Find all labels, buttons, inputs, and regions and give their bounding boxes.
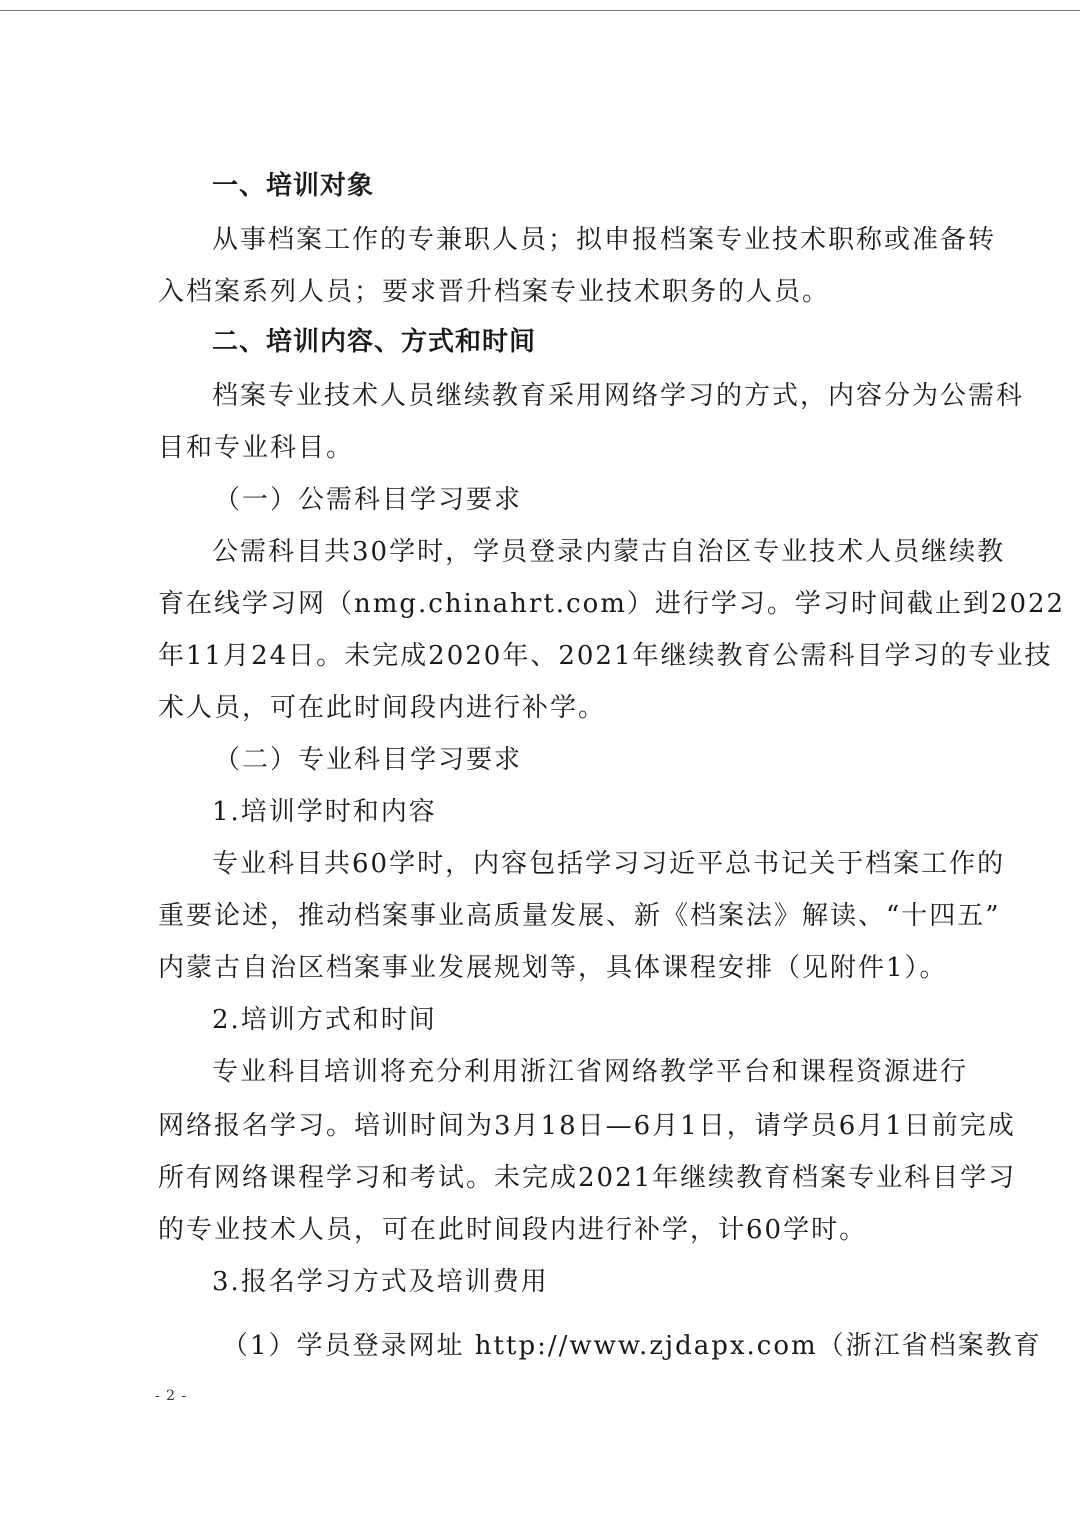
subheading-1: （一）公需科目学习要求 [214,485,523,515]
paragraph-line: 重要论述，推动档案事业高质量发展、新《档案法》解读、“十四五” [158,901,1001,931]
numbered-item-1: 1.培训学时和内容 [212,797,437,827]
paragraph-line: 的专业技术人员，可在此时间段内进行补学，计60学时。 [158,1215,868,1245]
numbered-item-2: 2.培训方式和时间 [212,1005,437,1035]
paragraph-line: 所有网络课程学习和考试。未完成2021年继续教育档案专业科目学习 [158,1163,1017,1193]
paragraph-line: 专业科目共60学时，内容包括学习习近平总书记关于档案工作的 [212,849,1006,879]
paragraph-line: 育在线学习网（nmg.chinahrt.com）进行学习。学习时间截止到2022 [158,589,1066,619]
paragraph-line: 入档案系列人员；要求晋升档案专业技术职务的人员。 [158,277,831,307]
page-number: - 2 - [155,1388,188,1404]
paragraph-line: 专业科目培训将充分利用浙江省网络教学平台和课程资源进行 [212,1057,969,1087]
subheading-2: （二）专业科目学习要求 [214,745,523,775]
paragraph-line: 公需科目共30学时，学员登录内蒙古自治区专业技术人员继续教 [212,537,1006,567]
paragraph-line: 术人员，可在此时间段内进行补学。 [158,693,607,723]
top-rule [0,10,1080,11]
section-heading-2: 二、培训内容、方式和时间 [212,327,537,357]
paragraph-line: 档案专业技术人员继续教育采用网络学习的方式，内容分为公需科 [212,381,1025,411]
paragraph-line: 年11月24日。未完成2020年、2021年继续教育公需科目学习的专业技 [158,641,1053,671]
paragraph-line: 目和专业科目。 [158,433,355,463]
registration-url-line: （1）学员登录网址 http://www.zjdapx.com（浙江省档案教育 [222,1331,1042,1361]
paragraph-line: 网络报名学习。培训时间为3月18日—6月1日，请学员6月1日前完成 [158,1111,1016,1141]
section-heading-1: 一、培训对象 [212,171,375,201]
paragraph-line: 从事档案工作的专兼职人员；拟申报档案专业技术职称或准备转 [212,225,997,255]
numbered-item-3: 3.报名学习方式及培训费用 [212,1267,549,1297]
paragraph-line: 内蒙古自治区档案事业发展规划等，具体课程安排（见附件1）。 [158,953,948,983]
